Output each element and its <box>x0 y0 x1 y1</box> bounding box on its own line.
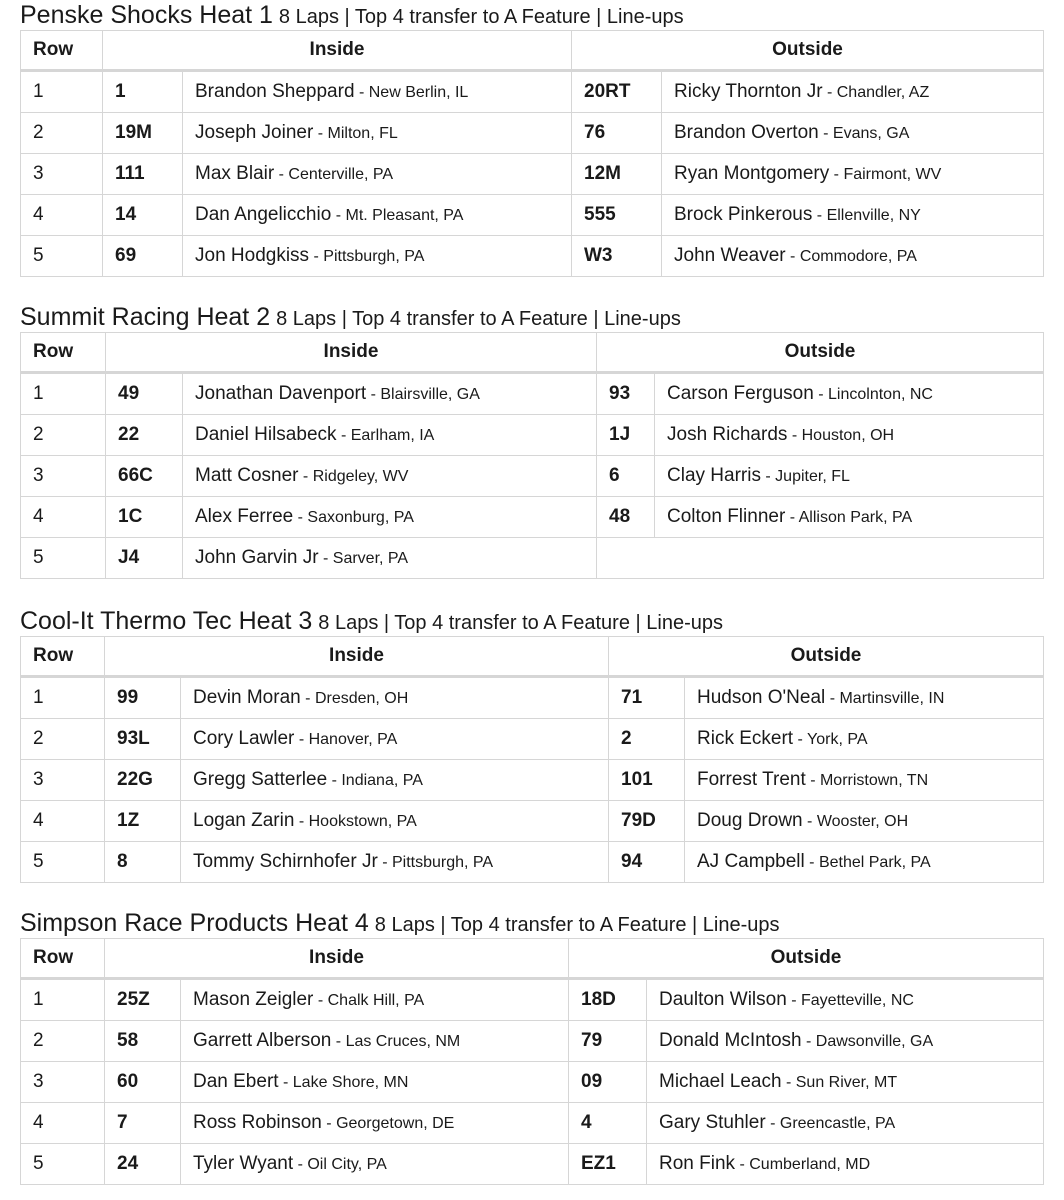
driver-name: Matt Cosner <box>195 465 299 486</box>
car-number: 49 <box>106 373 183 415</box>
table-row <box>21 979 1044 1021</box>
heat-name: Cool-It Thermo Tec Heat 3 <box>20 607 313 635</box>
driver-hometown: - Indiana, PA <box>327 772 423 789</box>
driver-hometown: - Blairsville, GA <box>366 386 480 403</box>
car-number: 14 <box>103 195 183 236</box>
heat-info: 8 Laps | Top 4 transfer to A Feature | Line-ups <box>318 612 723 634</box>
driver-name: Ross Robinson <box>193 1112 322 1133</box>
driver-name: Doug Drown <box>697 810 803 831</box>
driver-cell <box>655 415 1044 456</box>
driver-hometown: - York, PA <box>793 731 868 748</box>
heat-name: Penske Shocks Heat 1 <box>20 1 273 29</box>
car-number: 1C <box>106 497 183 538</box>
row-number: 4 <box>21 497 106 538</box>
driver-hometown: - Fairmont, WV <box>829 166 942 183</box>
car-number: 20RT <box>572 71 662 113</box>
heat-name: Summit Racing Heat 2 <box>20 303 271 331</box>
driver-hometown: - Allison Park, PA <box>785 509 913 526</box>
driver-cell <box>662 71 1044 113</box>
table-row <box>21 538 1044 579</box>
car-number: 60 <box>105 1062 181 1103</box>
car-number: 12M <box>572 154 662 195</box>
driver-name: Josh Richards <box>667 424 788 445</box>
driver-hometown: - Houston, OH <box>787 427 895 444</box>
car-number: 19M <box>103 113 183 154</box>
row-number: 4 <box>21 195 103 236</box>
row-number: 1 <box>21 71 103 113</box>
driver-name: Ryan Montgomery <box>674 163 830 184</box>
driver-name: Brock Pinkerous <box>674 204 813 225</box>
driver-cell <box>685 677 1044 719</box>
outside-header: Outside <box>572 31 1044 71</box>
driver-cell <box>183 71 572 113</box>
car-number: 94 <box>609 842 685 883</box>
driver-hometown: - Georgetown, DE <box>321 1115 455 1132</box>
driver-name: Cory Lawler <box>193 728 295 749</box>
car-number: 1J <box>597 415 655 456</box>
row-number: 2 <box>21 113 103 154</box>
empty-outside-cell <box>597 538 1044 579</box>
driver-cell <box>181 979 569 1021</box>
driver-hometown: - Chalk Hill, PA <box>313 992 425 1009</box>
driver-cell <box>181 842 609 883</box>
heat-title <box>20 908 1043 938</box>
driver-hometown: - Milton, FL <box>313 125 398 142</box>
driver-name: Daniel Hilsabeck <box>195 424 337 445</box>
row-number: 2 <box>21 415 106 456</box>
driver-name: Jonathan Davenport <box>195 383 367 404</box>
driver-hometown: - Jupiter, FL <box>760 468 850 485</box>
driver-name: Carson Ferguson <box>667 383 814 404</box>
row-header: Row <box>21 939 105 979</box>
driver-cell <box>183 236 572 277</box>
driver-cell <box>181 719 609 760</box>
car-number: 7 <box>105 1103 181 1144</box>
driver-cell <box>183 195 572 236</box>
inside-header: Inside <box>103 31 572 71</box>
row-number: 3 <box>21 154 103 195</box>
heat-title <box>20 302 1043 332</box>
car-number: 22G <box>105 760 181 801</box>
car-number: 69 <box>103 236 183 277</box>
inside-header: Inside <box>105 637 609 677</box>
driver-name: Ricky Thornton Jr <box>674 81 823 102</box>
table-row <box>21 1062 1044 1103</box>
table-row <box>21 842 1044 883</box>
outside-header: Outside <box>597 333 1044 373</box>
row-header: Row <box>21 333 106 373</box>
driver-cell <box>183 538 597 579</box>
table-row <box>21 71 1044 113</box>
car-number: 09 <box>569 1062 647 1103</box>
driver-name: Tyler Wyant <box>193 1153 294 1174</box>
row-number: 4 <box>21 801 105 842</box>
driver-name: Colton Flinner <box>667 506 786 527</box>
row-number: 5 <box>21 236 103 277</box>
heat-section <box>20 302 1043 579</box>
lineup-table <box>20 30 1044 277</box>
driver-cell <box>181 1103 569 1144</box>
driver-hometown: - Dawsonville, GA <box>801 1033 934 1050</box>
car-number: 22 <box>106 415 183 456</box>
table-row <box>21 154 1044 195</box>
car-number: 99 <box>105 677 181 719</box>
heat-section <box>20 0 1043 277</box>
driver-cell <box>655 456 1044 497</box>
driver-hometown: - Martinsville, IN <box>825 690 945 707</box>
driver-hometown: - Ridgeley, WV <box>298 468 409 485</box>
row-number: 3 <box>21 760 105 801</box>
car-number: 66C <box>106 456 183 497</box>
driver-cell <box>662 154 1044 195</box>
driver-cell <box>662 113 1044 154</box>
driver-name: Gary Stuhler <box>659 1112 766 1133</box>
inside-header: Inside <box>106 333 597 373</box>
car-number: 4 <box>569 1103 647 1144</box>
driver-hometown: - Sun River, MT <box>781 1074 898 1091</box>
car-number: 101 <box>609 760 685 801</box>
driver-cell <box>685 842 1044 883</box>
driver-hometown: - Dresden, OH <box>300 690 409 707</box>
table-header-row <box>21 939 1044 979</box>
car-number: 93 <box>597 373 655 415</box>
heat-section <box>20 606 1043 883</box>
car-number: 1 <box>103 71 183 113</box>
driver-cell <box>647 979 1044 1021</box>
driver-name: Gregg Satterlee <box>193 769 328 790</box>
car-number: 6 <box>597 456 655 497</box>
driver-name: Tommy Schirnhofer Jr <box>193 851 378 872</box>
row-header: Row <box>21 31 103 71</box>
table-row <box>21 195 1044 236</box>
table-row <box>21 719 1044 760</box>
driver-hometown: - Bethel Park, PA <box>804 854 931 871</box>
outside-header: Outside <box>609 637 1044 677</box>
driver-name: Dan Angelicchio <box>195 204 332 225</box>
driver-cell <box>181 677 609 719</box>
driver-cell <box>685 760 1044 801</box>
heat-name: Simpson Race Products Heat 4 <box>20 909 369 937</box>
row-number: 1 <box>21 373 106 415</box>
driver-name: Alex Ferree <box>195 506 294 527</box>
car-number: W3 <box>572 236 662 277</box>
driver-cell <box>183 113 572 154</box>
driver-name: Joseph Joiner <box>195 122 314 143</box>
driver-hometown: - Evans, GA <box>818 125 910 142</box>
driver-name: John Weaver <box>674 245 786 266</box>
driver-hometown: - Morristown, TN <box>805 772 929 789</box>
driver-cell <box>685 801 1044 842</box>
driver-hometown: - Commodore, PA <box>785 248 917 265</box>
table-row <box>21 415 1044 456</box>
table-row <box>21 236 1044 277</box>
driver-name: Daulton Wilson <box>659 989 787 1010</box>
heat-info: 8 Laps | Top 4 transfer to A Feature | Line-ups <box>278 6 684 28</box>
car-number: EZ1 <box>569 1144 647 1185</box>
driver-name: Michael Leach <box>659 1071 782 1092</box>
driver-hometown: - Pittsburgh, PA <box>377 854 494 871</box>
row-number: 1 <box>21 677 105 719</box>
driver-name: Donald McIntosh <box>659 1030 802 1051</box>
driver-name: Garrett Alberson <box>193 1030 332 1051</box>
car-number: 1Z <box>105 801 181 842</box>
driver-cell <box>647 1021 1044 1062</box>
row-number: 2 <box>21 1021 105 1062</box>
driver-hometown: - Lake Shore, MN <box>278 1074 409 1091</box>
driver-cell <box>183 415 597 456</box>
driver-hometown: - Greencastle, PA <box>765 1115 896 1132</box>
table-row <box>21 1144 1044 1185</box>
driver-cell <box>655 497 1044 538</box>
driver-hometown: - Las Cruces, NM <box>331 1033 461 1050</box>
driver-name: Hudson O'Neal <box>697 687 826 708</box>
row-number: 5 <box>21 842 105 883</box>
table-row <box>21 1103 1044 1144</box>
table-row <box>21 1021 1044 1062</box>
driver-hometown: - Wooster, OH <box>802 813 909 830</box>
driver-cell <box>181 1062 569 1103</box>
driver-hometown: - New Berlin, IL <box>354 84 469 101</box>
car-number: 76 <box>572 113 662 154</box>
driver-cell <box>181 1021 569 1062</box>
lineup-table <box>20 636 1044 883</box>
driver-hometown: - Hanover, PA <box>294 731 398 748</box>
driver-cell <box>181 801 609 842</box>
table-row <box>21 113 1044 154</box>
car-number: 58 <box>105 1021 181 1062</box>
driver-name: Logan Zarin <box>193 810 295 831</box>
driver-hometown: - Hookstown, PA <box>294 813 417 830</box>
row-number: 5 <box>21 1144 105 1185</box>
driver-cell <box>183 373 597 415</box>
driver-hometown: - Chandler, AZ <box>822 84 930 101</box>
driver-name: Jon Hodgkiss <box>195 245 310 266</box>
table-row <box>21 373 1044 415</box>
driver-cell <box>685 719 1044 760</box>
driver-cell <box>181 760 609 801</box>
driver-hometown: - Lincolnton, NC <box>813 386 933 403</box>
heat-info: 8 Laps | Top 4 transfer to A Feature | Line-ups <box>374 914 780 936</box>
table-row <box>21 456 1044 497</box>
driver-name: Forrest Trent <box>697 769 806 790</box>
table-header-row <box>21 333 1044 373</box>
driver-hometown: - Fayetteville, NC <box>786 992 914 1009</box>
driver-name: Max Blair <box>195 163 275 184</box>
driver-hometown: - Earlham, IA <box>336 427 435 444</box>
car-number: 555 <box>572 195 662 236</box>
outside-header: Outside <box>569 939 1044 979</box>
table-header-row <box>21 637 1044 677</box>
heat-section <box>20 908 1043 1185</box>
driver-hometown: - Saxonburg, PA <box>293 509 414 526</box>
driver-cell <box>183 154 572 195</box>
row-number: 5 <box>21 538 106 579</box>
driver-name: Dan Ebert <box>193 1071 279 1092</box>
driver-cell <box>181 1144 569 1185</box>
table-row <box>21 497 1044 538</box>
car-number: 79 <box>569 1021 647 1062</box>
lineup-table <box>20 332 1044 579</box>
car-number: 2 <box>609 719 685 760</box>
driver-name: Clay Harris <box>667 465 761 486</box>
driver-cell <box>655 373 1044 415</box>
heat-title <box>20 606 1043 636</box>
driver-cell <box>647 1144 1044 1185</box>
driver-hometown: - Cumberland, MD <box>735 1156 871 1173</box>
driver-name: Ron Fink <box>659 1153 736 1174</box>
driver-name: AJ Campbell <box>697 851 805 872</box>
car-number: 8 <box>105 842 181 883</box>
driver-name: Brandon Overton <box>674 122 819 143</box>
heat-info: 8 Laps | Top 4 transfer to A Feature | Line-ups <box>276 308 681 330</box>
row-header: Row <box>21 637 105 677</box>
driver-name: Mason Zeigler <box>193 989 314 1010</box>
lineup-table <box>20 938 1044 1185</box>
car-number: 48 <box>597 497 655 538</box>
driver-hometown: - Ellenville, NY <box>812 207 921 224</box>
heat-title <box>20 0 1043 30</box>
car-number: 24 <box>105 1144 181 1185</box>
driver-hometown: - Centerville, PA <box>274 166 394 183</box>
row-number: 1 <box>21 979 105 1021</box>
driver-hometown: - Mt. Pleasant, PA <box>331 207 464 224</box>
driver-hometown: - Sarver, PA <box>318 550 409 567</box>
row-number: 2 <box>21 719 105 760</box>
car-number: 71 <box>609 677 685 719</box>
car-number: J4 <box>106 538 183 579</box>
car-number: 79D <box>609 801 685 842</box>
driver-hometown: - Pittsburgh, PA <box>309 248 425 265</box>
driver-cell <box>183 497 597 538</box>
driver-hometown: - Oil City, PA <box>293 1156 387 1173</box>
inside-header: Inside <box>105 939 569 979</box>
driver-name: Brandon Sheppard <box>195 81 355 102</box>
table-row <box>21 801 1044 842</box>
table-header-row <box>21 31 1044 71</box>
car-number: 111 <box>103 154 183 195</box>
row-number: 3 <box>21 1062 105 1103</box>
row-number: 4 <box>21 1103 105 1144</box>
car-number: 25Z <box>105 979 181 1021</box>
driver-cell <box>183 456 597 497</box>
car-number: 93L <box>105 719 181 760</box>
table-row <box>21 677 1044 719</box>
driver-cell <box>662 195 1044 236</box>
driver-name: John Garvin Jr <box>195 547 319 568</box>
table-row <box>21 760 1044 801</box>
driver-cell <box>662 236 1044 277</box>
driver-cell <box>647 1103 1044 1144</box>
driver-cell <box>647 1062 1044 1103</box>
driver-name: Rick Eckert <box>697 728 794 749</box>
row-number: 3 <box>21 456 106 497</box>
driver-name: Devin Moran <box>193 687 301 708</box>
car-number: 18D <box>569 979 647 1021</box>
